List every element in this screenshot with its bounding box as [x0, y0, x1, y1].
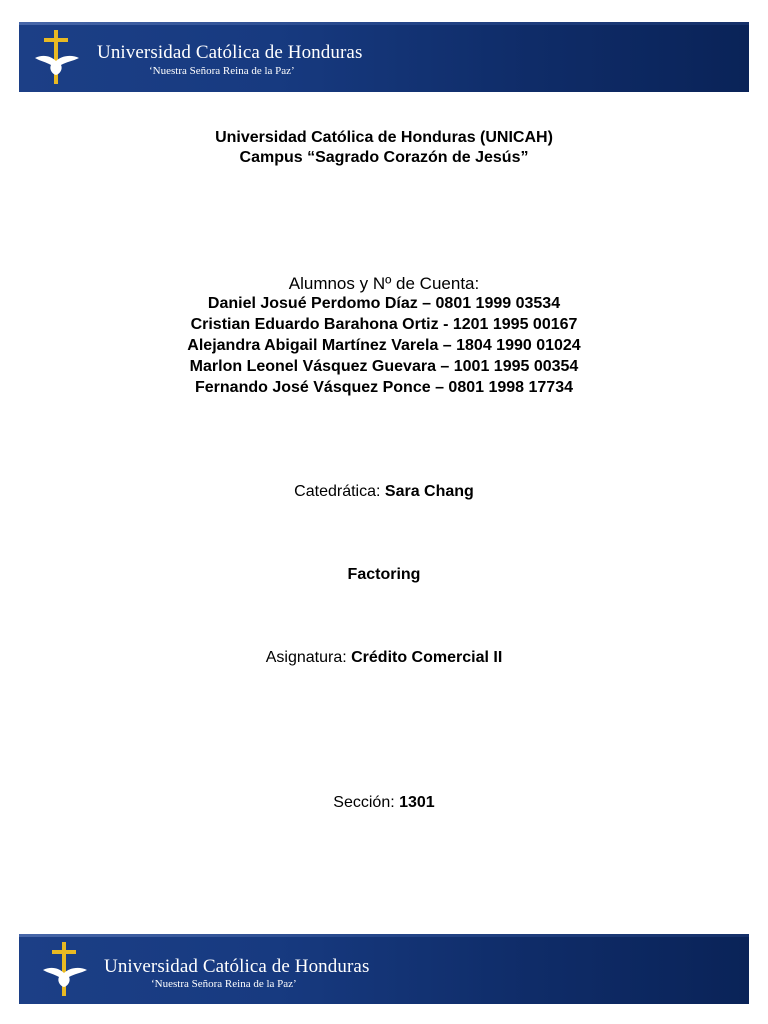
university-motto: ‘Nuestra Señora Reina de la Paz’ [151, 978, 297, 990]
cross-dove-emblem-icon [41, 940, 89, 998]
section-line [0, 793, 768, 813]
section-value: 1301 [399, 794, 435, 811]
section-label: Sección: [333, 794, 400, 811]
subject-line [0, 648, 768, 668]
university-motto: ‘Nuestra Señora Reina de la Paz’ [149, 65, 295, 77]
cross-dove-emblem-icon [33, 28, 81, 86]
header-banner [19, 22, 749, 92]
teacher-line [0, 482, 768, 502]
student-entry: Alejandra Abigail Martínez Varela – 1804 1990 01024 [187, 337, 581, 354]
topic-title: Factoring [347, 566, 421, 583]
students-heading: Alumnos y Nº de Cuenta: [288, 274, 480, 293]
title-line-1: Universidad Católica de Honduras (UNICAH) [215, 129, 553, 146]
teacher-label: Catedrática: [294, 483, 385, 500]
student-entry: Daniel Josué Perdomo Díaz – 0801 1999 03534 [207, 295, 561, 312]
university-name: Universidad Católica de Honduras [97, 42, 363, 63]
footer-banner [19, 934, 749, 1004]
document-title [0, 128, 768, 168]
teacher-name: Sara Chang [384, 483, 474, 500]
student-entry: Cristian Eduardo Barahona Ortiz - 1201 1995 00167 [190, 316, 578, 333]
student-entry: Fernando José Vásquez Ponce – 0801 1998 17734 [195, 379, 573, 396]
subject-name: Crédito Comercial II [351, 649, 503, 666]
subject-label: Asignatura: [265, 649, 352, 666]
students-section [0, 274, 768, 398]
student-entry: Marlon Leonel Vásquez Guevara – 1001 1995 00354 [189, 358, 579, 375]
university-name: Universidad Católica de Honduras [104, 956, 370, 977]
title-line-2: Campus “Sagrado Corazón de Jesús” [239, 149, 529, 166]
